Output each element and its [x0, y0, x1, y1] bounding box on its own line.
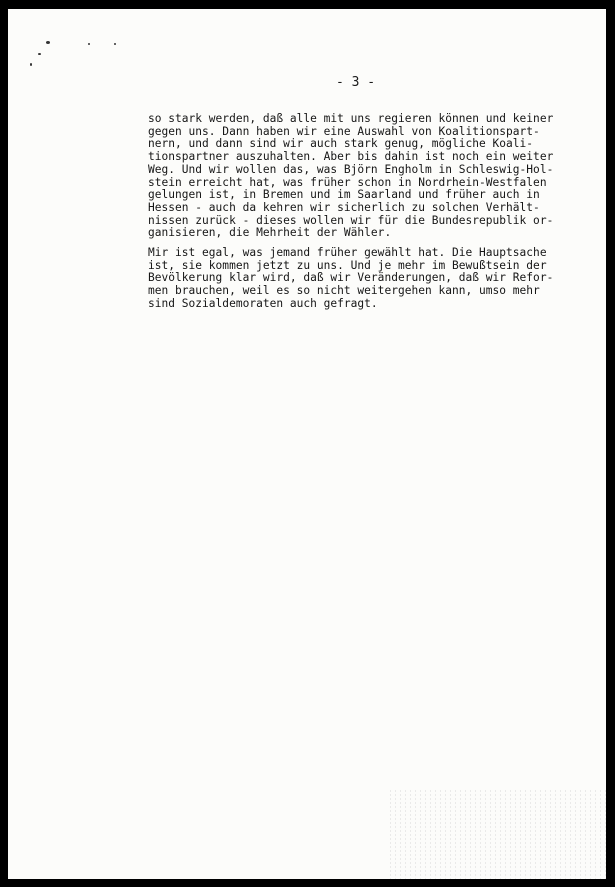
document-page	[8, 9, 606, 879]
text-line: stein erreicht hat, was früher schon in Nordrhein-Westfalen	[148, 175, 547, 189]
text-line: ganisieren, die Mehrheit der Wähler.	[148, 226, 392, 240]
text-line: Hessen - auch da kehren wir sicherlich zu solchen Verhält-	[148, 200, 540, 214]
page-number: - 3 -	[336, 75, 376, 90]
text-line: tionspartner auszuhalten. Aber bis dahin ist noch ein weiter	[148, 150, 554, 164]
scan-speck	[114, 43, 116, 45]
text-line: Bevölkerung klar wird, daß wir Veränderungen, daß wir Refor-	[148, 271, 554, 285]
scan-speck	[46, 41, 50, 44]
text-line: so stark werden, daß alle mit uns regieren können und keiner	[148, 112, 554, 125]
paragraph-1	[148, 113, 588, 240]
paragraph-2	[148, 247, 588, 311]
text-line: Weg. Und wir wollen das, was Björn Engholm in Schleswig-Hol-	[148, 162, 554, 176]
text-line: men brauchen, weil es so nicht weitergehen kann, umso mehr	[148, 284, 540, 298]
text-line: Mir ist egal, was jemand früher gewählt hat. Die Hauptsache	[148, 246, 547, 259]
scan-speck	[88, 43, 90, 45]
text-line: gelungen ist, in Bremen und im Saarland und früher auch in	[148, 188, 540, 202]
text-line: sind Sozialdemoraten auch gefragt.	[148, 296, 378, 310]
text-line: nern, und dann sind wir auch stark genug, mögliche Koali-	[148, 137, 534, 151]
scan-speck	[30, 63, 32, 66]
scan-speck	[38, 53, 41, 55]
text-line: gegen uns. Dann haben wir eine Auswahl von Koalitionspart-	[148, 124, 540, 138]
text-line: ist, sie kommen jetzt zu uns. Und je mehr im Bewußtsein der	[148, 258, 547, 272]
scan-noise	[388, 789, 606, 879]
text-line: nissen zurück - dieses wollen wir für die Bundesrepublik or-	[148, 213, 554, 227]
